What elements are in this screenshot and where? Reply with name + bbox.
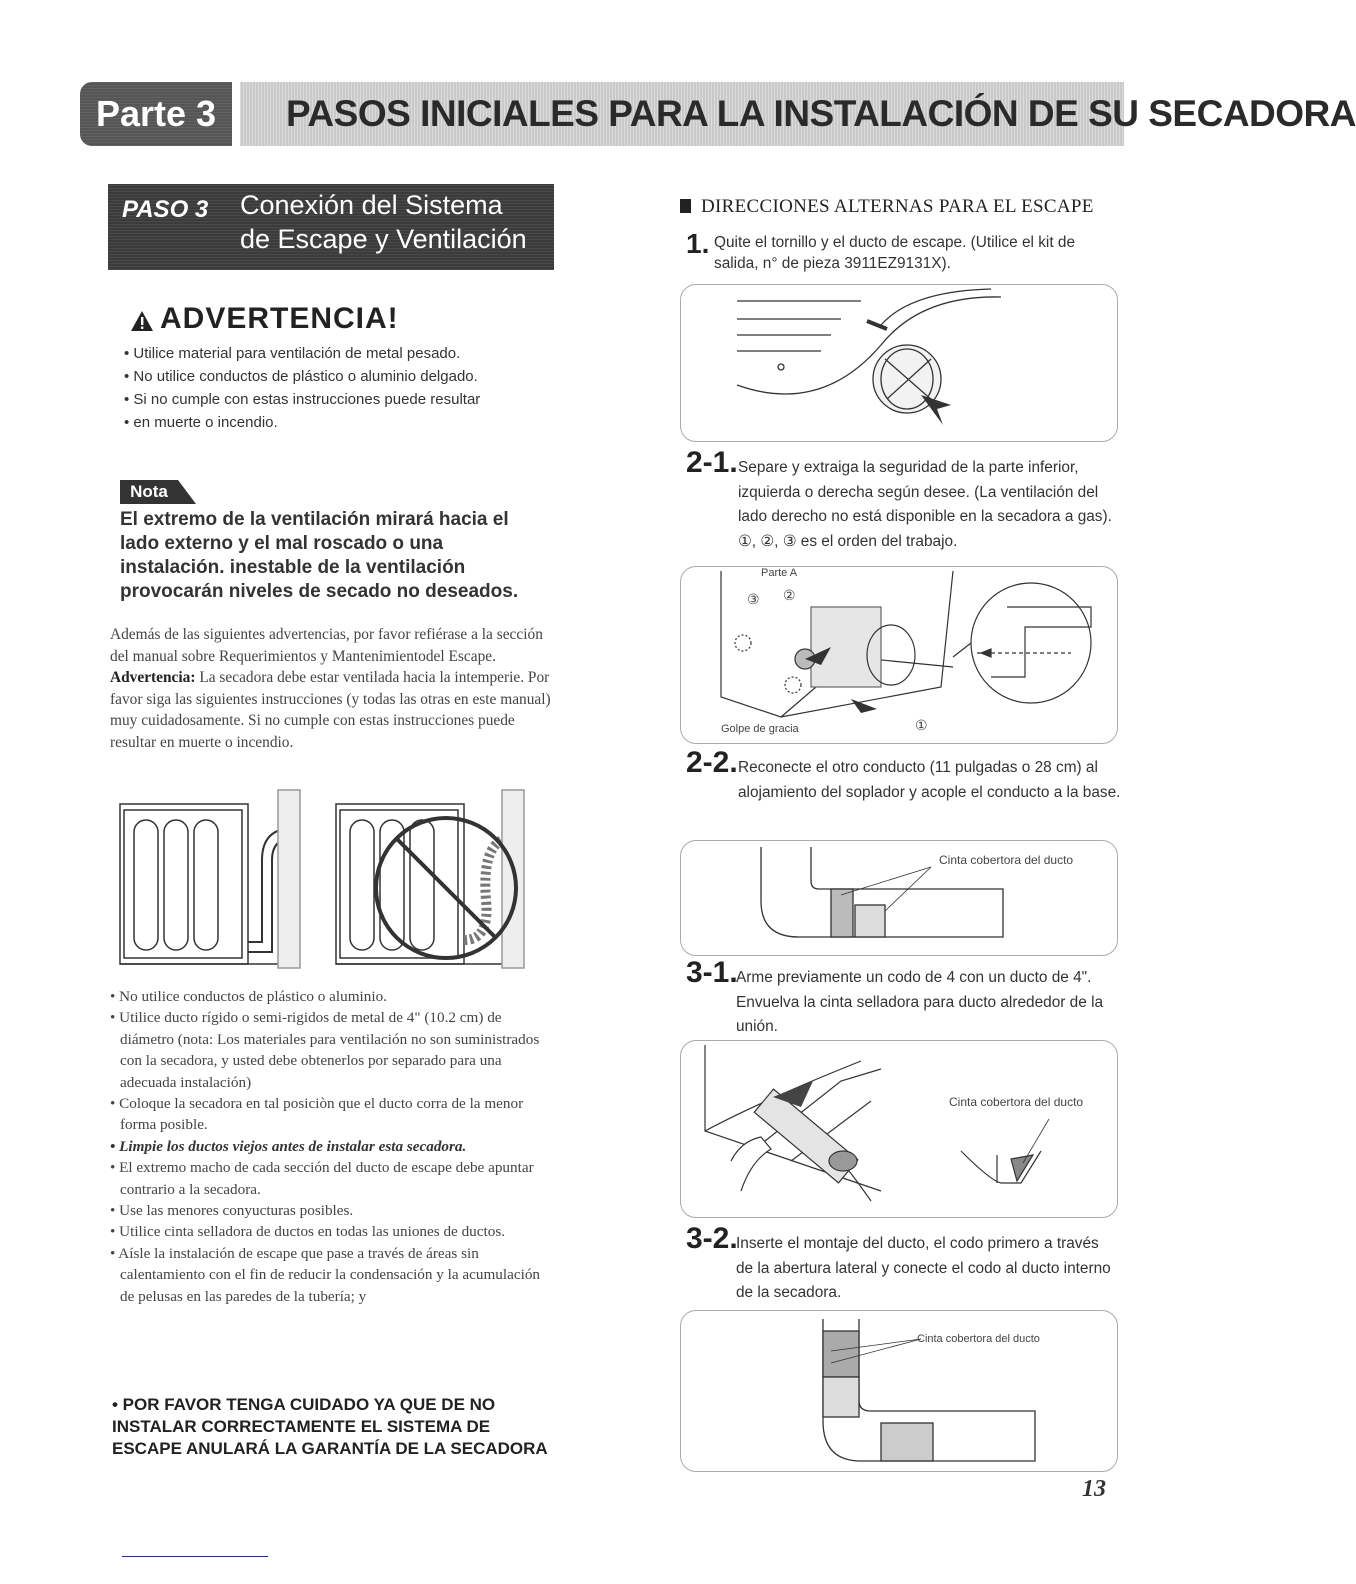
section-heading [680,196,1094,218]
note-tag: Nota [120,480,178,504]
warning-triangle-icon [130,310,154,332]
step-number: 1. [686,228,710,259]
note-text: El extremo de la ventilación mirará hacia el lado externo y el mal roscado o una instalación. inestable de la ventilación provocarán niveles de secado no deseados. [120,509,519,602]
figure-remove-duct [680,284,1118,442]
step-tag: PASO 3 [122,196,209,223]
bullet-item: • Use las menores conyucturas posibles. [110,1200,554,1221]
warning-box [118,288,548,438]
step-2-1-text: Separe y extraiga la seguridad de la parte inferior, izquierda o derecha según desee. (La ventilación del lado derecho no está disponible en la secadora a gas). ①, ②, ③ es el orden del trabajo. [738,459,1112,550]
dryer-duct-illustration [110,790,550,980]
knockout-label: Golpe de gracia [721,723,799,735]
bullet-item: • No utilice conductos de plástico o aluminio. [110,986,554,1007]
warning-list [124,342,480,434]
step-1 [686,228,709,260]
step-2-1-number: 2-1. [686,446,738,479]
step-box [108,184,554,270]
bullet-item: • Aísle la instalación de escape que pase a través de áreas sin calentamiento con el fin de reducir la condensación y la acumulación de pelusas en las paredes de la tubería; y [110,1243,554,1307]
page-number: 13 [1082,1476,1106,1502]
duct-tape-label-1: Cinta cobertora del ducto [939,853,1074,867]
remove-duct-illustration [681,285,1117,441]
insert-duct-illustration [681,1311,1117,1471]
figure-insert-duct [680,1310,1118,1472]
note-tag-box [120,480,200,506]
footer-line [122,1556,268,1557]
paragraph-bold: Advertencia: [110,669,196,686]
intro-paragraph [110,624,554,753]
warning-title: ADVERTENCIA! [160,302,399,335]
assemble-elbow-illustration [681,1041,1117,1217]
warning-item: • No utilice conductos de plástico o aluminio delgado. [124,365,480,388]
step-3-2-text: Inserte el montaje del ducto, el codo primero a través de la abertura lateral y conecte el codo al ducto interno de la secadora. [736,1235,1111,1301]
step-3-1-text: Arme previamente un codo de 4 con un ducto de 4". Envuelva la cinta selladora para ducto alrededor de la unión. [736,969,1104,1035]
instruction-bullets [110,986,554,1307]
paragraph-text-after: La secadora debe estar ventilada hacia la intemperie. Por favor siga las siguientes instrucciones (y todas las otras en este manual) muy cuidadosamente. Si no cumple con estas instrucciones puede resultar en muerte o incendio. [110,669,551,751]
figure-reconnect-duct [680,840,1118,956]
warranty-warning: • POR FAVOR TENGA CUIDADO YA QUE DE NO INSTALAR CORRECTAMENTE EL SISTEMA DE ESCAPE ANULARÁ LA GARANTÍA DE LA SECADORA [112,1395,548,1458]
step-3-2-number: 3-2. [686,1222,738,1255]
part-a-label: Parte A [761,567,798,579]
bullet-item: • El extremo macho de cada sección del ducto de escape debe apuntar contrario a la secadora. [110,1157,554,1200]
note-tag-arrow-icon [176,480,196,504]
part-label: Parte 3 [80,82,232,146]
step-2-2-number: 2-2. [686,746,738,779]
step-title-line2: de Escape y Ventilación [240,224,527,254]
figure-assemble-elbow [680,1040,1118,1218]
bullet-item: • Coloque la secadora en tal posiciòn que el ducto corra de la menor forma posible. [110,1093,554,1136]
duct-tape-label-3: Cinta cobertora del ducto [917,1333,1040,1345]
page-title: PASOS INICIALES PARA LA INSTALACIÓN DE SU SECADORA [240,82,1124,146]
warning-item: • Utilice material para ventilación de metal pesado. [124,342,480,365]
step-title-line1: Conexión del Sistema [240,190,503,220]
step-3-1-number: 3-1. [686,956,738,989]
duct-tape-label-2: Cinta cobertora del ducto [949,1095,1084,1109]
step-2-2-text: Reconecte el otro conducto (11 pulgadas o 28 cm) al alojamiento del soplador y acople el conducto a la base. [738,759,1121,801]
square-bullet-icon [680,199,691,213]
warning-item: • en muerte o incendio. [124,411,480,434]
figure-knockout [680,566,1118,744]
order-2-label: ② [783,587,796,603]
bullet-item: • Utilice cinta selladora de ductos en todas las uniones de ductos. [110,1221,554,1242]
section-heading-text: DIRECCIONES ALTERNAS PARA EL ESCAPE [701,196,1094,217]
bullet-item: • Utilice ducto rígido o semi-rigidos de metal de 4" (10.2 cm) de diámetro (nota: Los materiales para ventilación no son suministrados con la secadora, y usted debe obtenerlos por separado para una adecuada instalación) [110,1007,554,1093]
paragraph-text-before: Además de las siguientes advertencias, por favor refiérase a la sección del manual sobre Requerimientos y Mantenimientodel Escape. [110,626,543,665]
order-1-label: ① [915,717,928,733]
order-3-label: ③ [747,591,760,607]
step-1-text: Quite el tornillo y el ducto de escape. (Utilice el kit de salida, n° de pieza 3911EZ9131X). [714,234,1076,272]
bullet-item: • Limpie los ductos viejos antes de instalar esta secadora. [110,1136,554,1157]
warning-item: • Si no cumple con estas instrucciones puede resultar [124,388,480,411]
